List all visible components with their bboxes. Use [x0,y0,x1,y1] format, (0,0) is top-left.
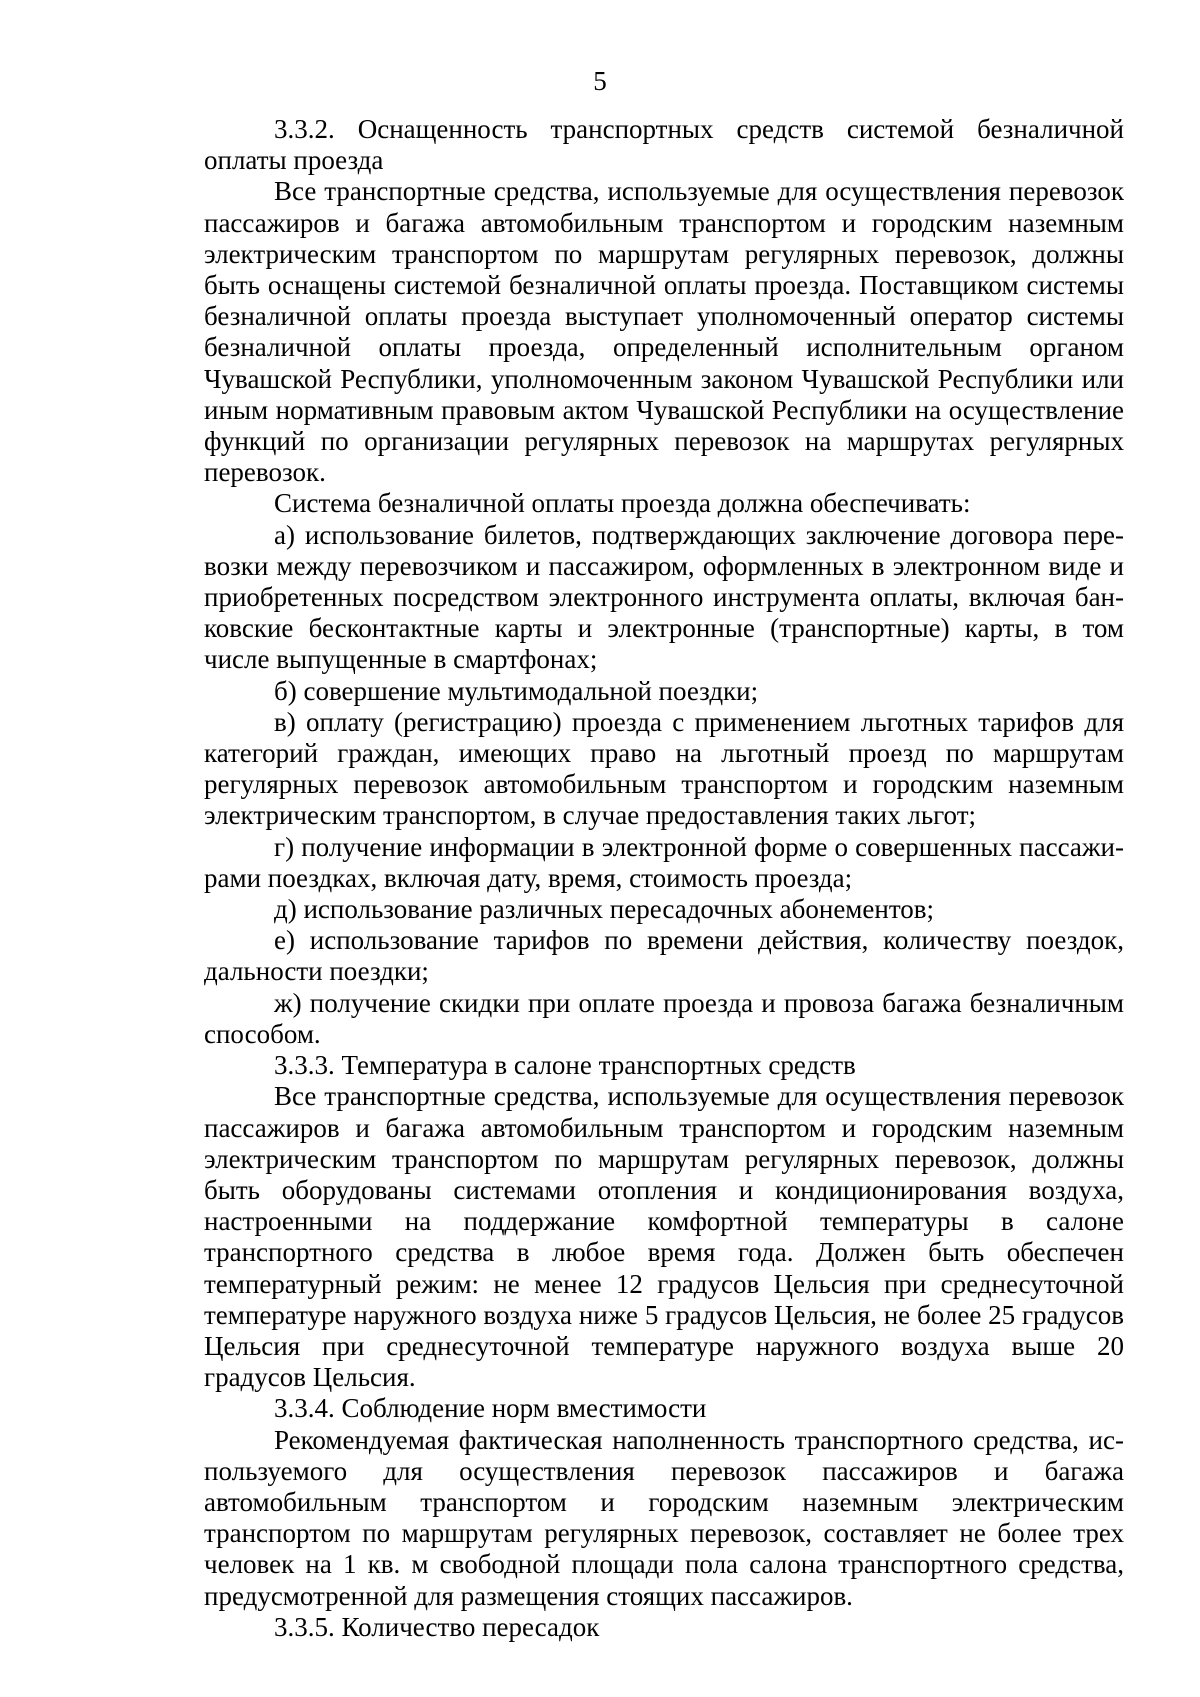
list-item-v: в) оплату (регистрацию) проезда с применением льготных тарифов для категорий граждан, имеющих право на льготный проезд по маршрутам регулярных перевозок автомобильным транспортом и городским наземным электрическим транспортом, в случае предоставления таких льгот; [204,706,1124,831]
list-item-b: б) совершение мультимодальной поездки; [274,675,759,706]
section-heading-3-3-4: 3.3.4. Соблюдение норм вместимости [274,1393,707,1424]
list-item-g: г) получение информации в электронной форме о совершенных пассажирами поездках, включая дату, время, стоимость проезда; [204,831,1124,893]
paragraph-system-requirements-intro: Система безналичной оплаты проезда должна обеспечивать: [274,488,971,519]
paragraph-capacity: Рекомендуемая фактическая наполненность транспортного средства, используемого для осуществления перевозок пассажиров и багажа автомобильным транспортом и городским наземным электрическим транспортом по маршрутам регулярных перевозок, составляет не более трех человек на 1 кв. м свободной площади пола салона транспортного средства, предусмотренной для размещения стоящих пассажиров. [204,1424,1124,1611]
paragraph-temperature: Все транспортные средства, используемые для осуществления перевозок пассажиров и багажа автомобильным транспортом и городским наземным электрическим транспортом по маршрутам регулярных перевозок, должны быть оборудованы системами отопления и кондиционирования воздуха, настроенными на поддержание комфортной температуры в салоне транспортного средства в любое время года. Должен быть обеспечен температурный режим: не менее 12 градусов Цельсия при среднесуточной температуре наружного воздуха ниже 5 градусов Цельсия, не более 25 градусов Цельсия при среднесуточной температуре наружного воздуха выше 20 градусов Цельсия. [204,1081,1124,1393]
list-item-zh: ж) получение скидки при оплате проезда и провоза багажа безналичным способом. [204,987,1124,1049]
page-number: 5 [593,66,607,96]
list-item-a: а) использование билетов, подтверждающих заключение договора перевозки между перевозчиком и пассажиром, оформленных в электронном виде и приобретенных посредством электронного инструмента оплаты, включая банковские бесконтактные карты и электронные (транспортные) карты, в том числе выпущенные в смартфонах; [204,519,1124,675]
section-heading-3-3-5: 3.3.5. Количество пересадок [274,1611,600,1642]
paragraph-cashless-equipment: Все транспортные средства, используемые для осуществления перевозок пассажиров и багажа автомобильным транспортом и городским наземным электрическим транспортом по маршрутам регулярных перевозок, должны быть оснащены системой безналичной оплаты проезда. Поставщиком системы безналичной оплаты проезда выступает уполномоченный оператор системы безналичной оплаты проезда, определенный исполнительным органом Чувашской Республики, уполномоченным законом Чувашской Республики или иным нормативным правовым актом Чувашской Республики на осуществление функций по организации регулярных перевозок на маршрутах регулярных перевозок. [204,176,1124,488]
section-heading-3-3-2: 3.3.2. Оснащенность транспортных средств системой безналичной оплаты проезда [204,114,1124,176]
list-item-d: д) использование различных пересадочных абонементов; [274,894,935,925]
document-body [204,114,1124,1643]
section-heading-3-3-3: 3.3.3. Температура в салоне транспортных средств [274,1050,856,1081]
list-item-e: е) использование тарифов по времени действия, количеству поездок, дальности поездки; [204,925,1124,987]
